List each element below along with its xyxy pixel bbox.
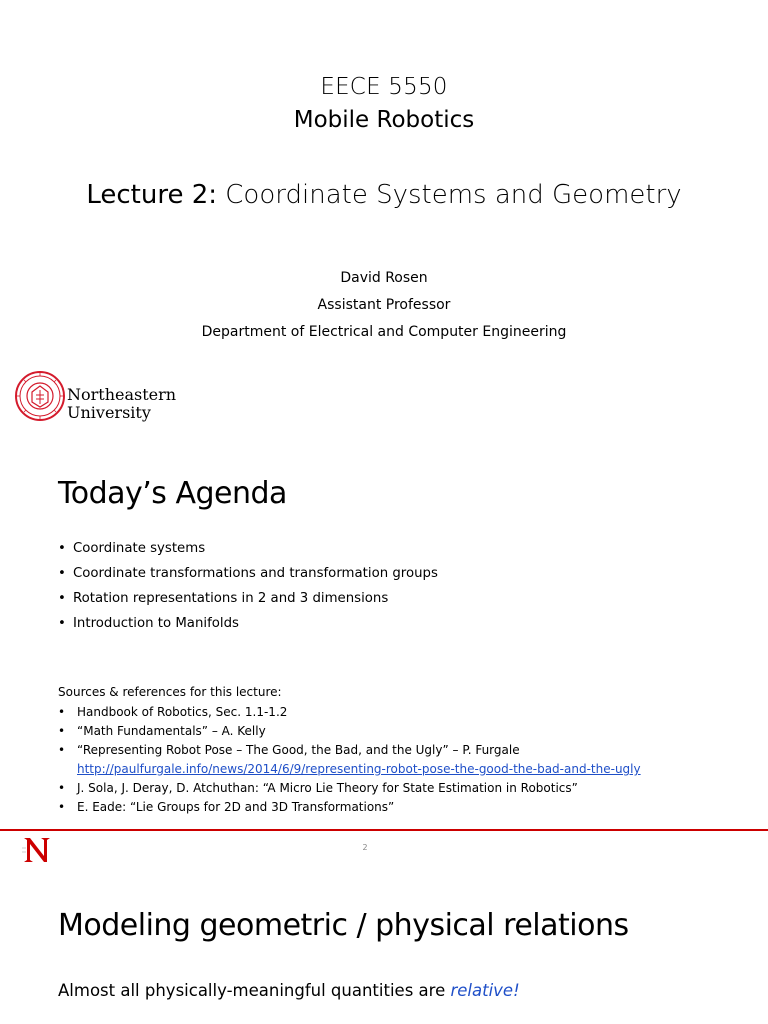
page-number: 2 bbox=[362, 843, 368, 852]
source-item: • E. Eade: “Lie Groups for 2D and 3D Transformations” bbox=[58, 798, 738, 817]
lecture-subtitle: Coordinate Systems and Geometry bbox=[225, 180, 682, 210]
sources-list bbox=[58, 703, 738, 817]
agenda-item: • Rotation representations in 2 and 3 dimensions bbox=[58, 589, 438, 614]
slide-title: Modeling geometric / physical relations bbox=[58, 908, 629, 943]
logo-line-2: University bbox=[67, 403, 151, 422]
source-item bbox=[58, 741, 738, 779]
source-item: • J. Sola, J. Deray, D. Atchuthan: “A Micro Lie Theory for State Estimation in Robotics” bbox=[58, 779, 738, 798]
lecture-label: Lecture 2: bbox=[86, 180, 218, 210]
author-name: David Rosen bbox=[340, 270, 428, 286]
agenda-title: Today’s Agenda bbox=[58, 476, 287, 511]
sources-header: Sources & references for this lecture: bbox=[58, 685, 282, 699]
source-link[interactable]: http://paulfurgale.info/news/2014/6/9/representing-robot-pose-the-good-the-bad-and-the-ugly bbox=[77, 762, 641, 776]
agenda-item: • Introduction to Manifolds bbox=[58, 614, 438, 639]
emphasis-text: relative! bbox=[450, 981, 520, 1000]
author-department: Department of Electrical and Computer Engineering bbox=[201, 324, 567, 340]
author-role: Assistant Professor bbox=[317, 297, 451, 313]
source-item: • Handbook of Robotics, Sec. 1.1-1.2 bbox=[58, 703, 738, 722]
agenda-list bbox=[58, 539, 438, 639]
university-logo bbox=[14, 370, 177, 426]
source-item: • “Math Fundamentals” – A. Kelly bbox=[58, 722, 738, 741]
course-code: EECE 5550 bbox=[320, 74, 448, 100]
agenda-item: • Coordinate systems bbox=[58, 539, 438, 564]
logo-line-1: Northeastern bbox=[67, 385, 177, 404]
source-item-text: “Representing Robot Pose – The Good, the Bad, and the Ugly” – P. Furgale bbox=[77, 743, 520, 757]
body-text: Almost all physically-meaningful quantities are bbox=[58, 981, 451, 1000]
university-seal-icon bbox=[14, 370, 66, 422]
slide-body-text bbox=[58, 981, 520, 1000]
agenda-item: • Coordinate transformations and transformation groups bbox=[58, 564, 438, 589]
lecture-title bbox=[0, 180, 768, 210]
slide-divider bbox=[0, 829, 768, 831]
northeastern-n-icon bbox=[20, 834, 54, 864]
course-name: Mobile Robotics bbox=[293, 107, 475, 133]
